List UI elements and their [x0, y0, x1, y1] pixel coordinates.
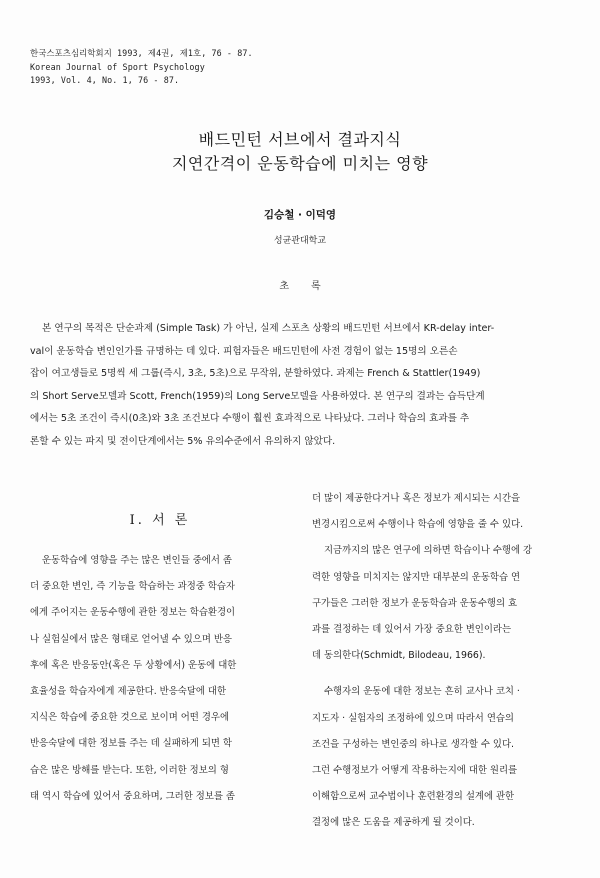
abstract-heading: 초록 — [279, 281, 343, 292]
body-line: 지식은 학습에 중요한 것으로 보이며 어떤 경우에 — [30, 712, 230, 724]
body-line: 후에 혹은 반응동안(혹은 두 상황에서) 운동에 대한 — [30, 659, 237, 671]
abstract-line: 에서는 5초 조건이 즉시(0초)와 3초 조건보다 수행이 훨씬 효과적으로 나타났다. 그러나 학습의 효과를 추 — [30, 413, 470, 424]
body-line: 습은 많은 방해를 받는다. 또한, 이러한 정보의 형 — [30, 764, 229, 776]
journal-citation-header — [30, 47, 253, 88]
body-line: 지금까지의 많은 연구에 의하면 학습이나 수행에 강 — [324, 545, 533, 557]
abstract-line: 의 Short Serve모델과 Scott, French(1959)의 Long Serve모델을 사용하였다. 본 연구의 결과는 습득단계 — [30, 390, 485, 402]
body-line: 수행자의 운동에 대한 정보는 흔히 교사나 코치 · — [324, 686, 520, 698]
body-line: 더 많이 제공한다거나 혹은 정보가 제시되는 시간을 — [312, 493, 521, 504]
body-line: 과를 결정하는 데 있어서 가장 중요한 변인이라는 — [312, 624, 512, 636]
body-line: 그런 수행정보가 어떻게 작용하는지에 대한 원리를 — [312, 765, 518, 777]
body-line: 운동학습에 영향을 주는 많은 변인들 중에서 좀 — [42, 555, 232, 566]
paper-title — [0, 128, 600, 176]
left-column — [30, 509, 290, 810]
abstract-body — [30, 318, 570, 453]
authors: 김승철 · 이덕영 — [263, 209, 337, 221]
title-line-2: 지연간격이 운동학습에 미치는 영향 — [171, 154, 429, 173]
citation-line-korean: 한국스포츠심리학회지 1993, 제4권, 제1호, 76 - 87. — [30, 48, 253, 58]
body-line: 결정에 많은 도움을 제공하게 될 것이다. — [312, 817, 475, 829]
paragraph-gap — [312, 669, 572, 679]
body-line: 지도자 · 실험자의 조정하에 있으며 따라서 연습의 — [312, 712, 514, 724]
body-line: 효율성을 학습자에게 제공한다. 반응숙달에 대한 — [30, 686, 227, 698]
citation-line-volume: 1993, Vol. 4, No. 1, 76 - 87. — [30, 75, 180, 85]
body-line: 데 동의한다(Schmidt, Bilodeau, 1966). — [312, 650, 486, 662]
body-line: 더 중요한 변인, 즉 기능을 학습하는 과정중 학습자 — [30, 581, 235, 593]
abstract-line: 론할 수 있는 파지 및 전이단계에서는 5% 유의수준에서 유의하지 않았다. — [30, 435, 336, 447]
affiliation: 성균관대학교 — [273, 236, 327, 246]
body-line: 반응숙달에 대한 정보를 주는 데 실패하게 되면 학 — [30, 738, 232, 750]
body-line: 조건을 구성하는 변인중의 하나로 생각할 수 있다. — [312, 738, 514, 750]
body-line: 나 실험실에서 많은 형태로 얻어낼 수 있으며 반응 — [30, 633, 232, 645]
body-line: 이해함으로써 교수법이나 훈련환경의 설계에 관한 — [312, 791, 515, 803]
right-column — [312, 486, 572, 837]
body-line: 에게 주어지는 운동수행에 관한 정보는 학습환경이 — [30, 607, 236, 619]
body-line: 력한 영향을 미치지는 않지만 대부분의 운동학습 연 — [312, 571, 521, 583]
section-heading-introduction: I. 서 론 — [129, 513, 191, 528]
abstract-line: val이 운동학습 변인인가를 규명하는 데 있다. 피험자들은 배드민턴에 사전 경험이 없는 15명의 오른손 — [30, 345, 458, 357]
right-column-paragraph-1 — [312, 486, 572, 669]
left-column-text — [30, 548, 290, 810]
title-line-1: 배드민턴 서브에서 결과지식 — [198, 130, 402, 149]
abstract-line: 본 연구의 목적은 단순과제 (Simple Task) 가 아닌, 실제 스포츠 상황의 배드민턴 서브에서 KR-delay inter- — [42, 323, 495, 334]
citation-line-english: Korean Journal of Sport Psychology — [30, 61, 205, 72]
abstract-line: 잡이 여고생들로 5명씩 세 그룹(즉시, 3초, 5초)으로 무작위, 분할하였다. 과제는 French & Stattler(1949) — [30, 368, 481, 379]
body-line: 구가들은 그러한 정보가 운동학습과 운동수행의 효 — [312, 597, 518, 609]
right-column-paragraph-2 — [312, 679, 572, 836]
body-line: 변경시킴으로써 수행이나 학습에 영향을 줄 수 있다. — [312, 519, 524, 531]
body-line: 태 역시 학습에 있어서 중요하며, 그러한 정보를 좀 — [30, 790, 235, 802]
